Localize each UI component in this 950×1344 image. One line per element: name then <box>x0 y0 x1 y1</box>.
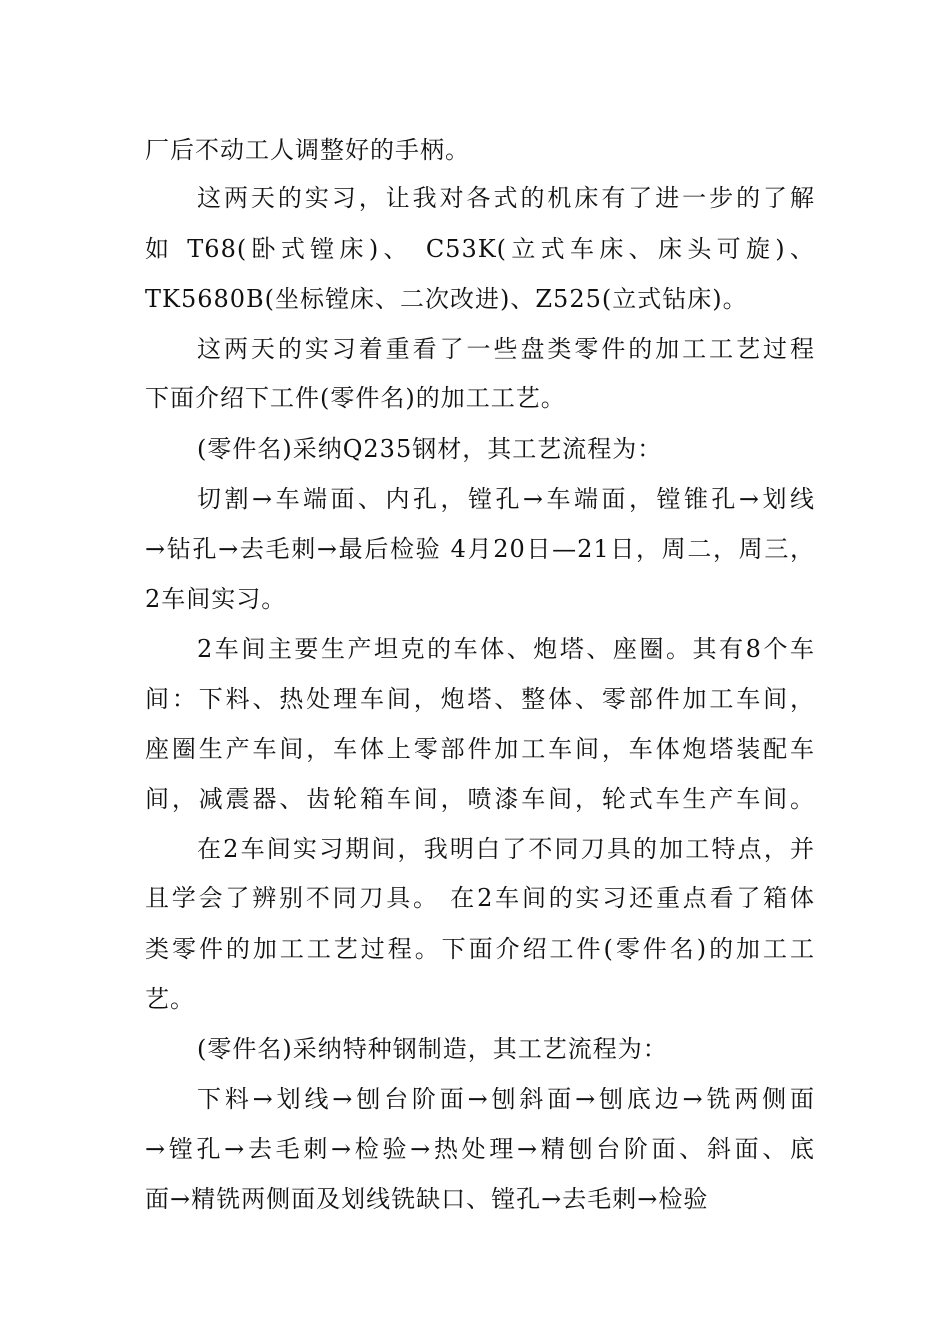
text-line-13: 座圈生产车间，车体上零部件加工车间，车体炮塔装配车 <box>145 735 815 763</box>
text-line-5: 这两天的实习着重看了一些盘类零件的加工工艺过程 <box>197 335 815 363</box>
text-line-2: 这两天的实习，让我对各式的机床有了进一步的了解 <box>197 184 815 212</box>
text-line-15: 在2车间实习期间，我明白了不同刀具的加工特点，并 <box>197 835 815 863</box>
text-line-12: 间：下料、热处理车间，炮塔、整体、零部件加工车间， <box>145 685 815 713</box>
text-line-4: TK5680B(坐标镗床、二次改进)、Z525(立式钻床)。 <box>145 285 748 313</box>
text-line-1: 厂后不动工人调整好的手柄。 <box>145 136 470 164</box>
text-line-11: 2车间主要生产坦克的车体、炮塔、座圈。其有8个车 <box>197 635 815 663</box>
text-line-6: 下面介绍下工件(零件名)的加工工艺。 <box>145 384 566 412</box>
text-line-17: 类零件的加工工艺过程。下面介绍工件(零件名)的加工工 <box>145 935 815 963</box>
text-line-14: 间，减震器、齿轮箱车间，喷漆车间，轮式车生产车间。 <box>145 785 815 813</box>
text-line-18: 艺。 <box>145 985 195 1013</box>
text-line-3: 如 T68(卧式镗床)、 C53K(立式车床、床头可旋)、 <box>145 235 815 263</box>
text-line-19: (零件名)采纳特种钢制造，其工艺流程为： <box>197 1035 668 1063</box>
text-line-9: →钻孔→去毛刺→最后检验 4月20日—21日，周二，周三， <box>145 535 815 563</box>
text-line-22: 面→精铣两侧面及划线铣缺口、镗孔→去毛刺→检验 <box>145 1185 709 1213</box>
text-line-20: 下料→划线→刨台阶面→刨斜面→刨底边→铣两侧面 <box>197 1085 815 1113</box>
text-line-7: (零件名)采纳Q235钢材，其工艺流程为： <box>197 435 663 463</box>
text-line-16: 且学会了辨别不同刀具。 在2车间的实习还重点看了箱体 <box>145 884 815 912</box>
text-line-10: 2车间实习。 <box>145 585 287 613</box>
text-line-21: →镗孔→去毛刺→检验→热处理→精刨台阶面、斜面、底 <box>145 1135 815 1163</box>
text-line-8: 切割→车端面、内孔，镗孔→车端面，镗锥孔→划线 <box>197 485 815 513</box>
